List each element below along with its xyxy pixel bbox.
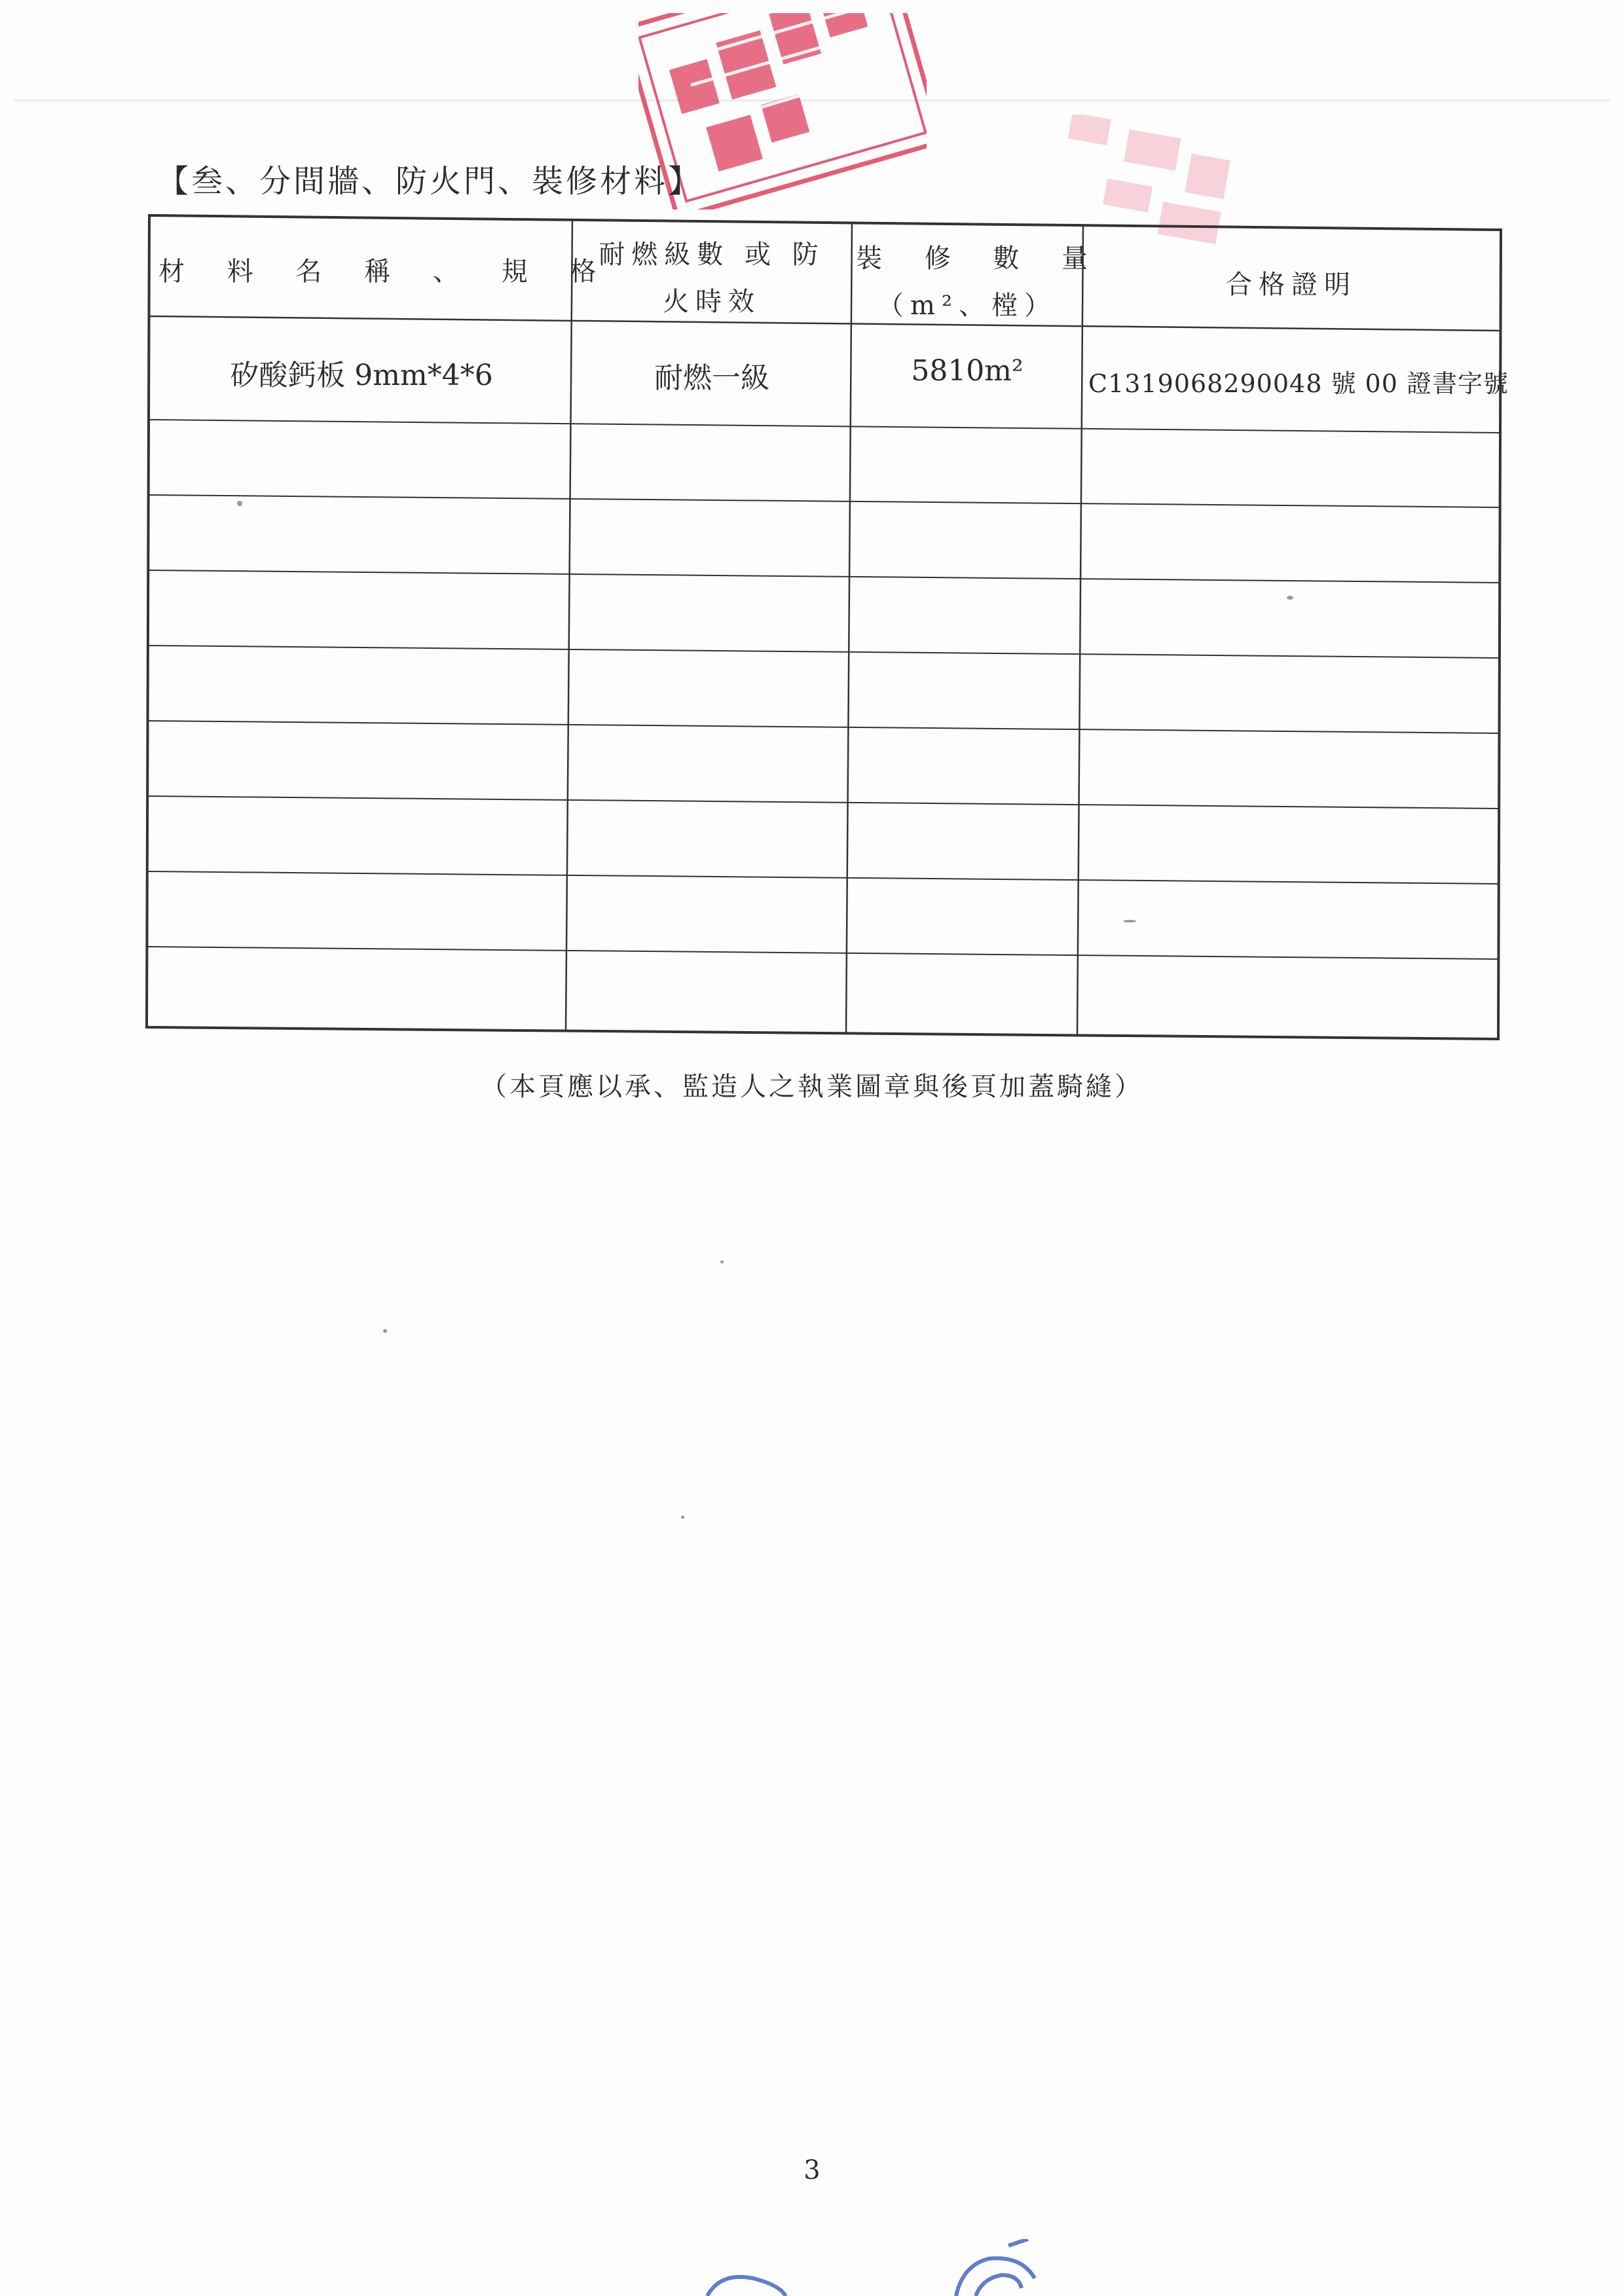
scan-speck [720, 1260, 724, 1264]
scan-speck [1287, 596, 1293, 600]
header-certificate: 合格證明 [1226, 270, 1357, 300]
materials-table [145, 213, 1509, 1040]
row-1-certificate: C1319068290048 號 00 證書字號 [1088, 369, 1509, 398]
scan-speck [383, 1329, 387, 1333]
row-1-quantity: 5810m² [911, 354, 1024, 388]
header-material: 材 料 名 稱 、 規 格 [158, 257, 614, 287]
scan-speck [1123, 920, 1136, 922]
header-fire-rating-line2: 火時效 [663, 287, 761, 317]
page-number: 3 [803, 2155, 821, 2185]
section-title: 【叁、分間牆、防火門、裝修材料】 [157, 163, 703, 200]
header-fire-rating-line1: 耐燃級數 或 防 [599, 240, 825, 270]
scan-speck [237, 501, 242, 506]
header-quantity-line2: （m²、樘） [877, 291, 1057, 321]
table-grid [145, 213, 1509, 1040]
header-quantity-line1: 裝 修 數 量 [856, 244, 1105, 274]
footnote: （本頁應以承、監造人之執業圖章與後頁加蓋騎縫） [481, 1072, 1143, 1102]
row-1-fire-rating: 耐燃一級 [654, 361, 769, 395]
scan-speck [681, 1516, 684, 1519]
row-1-material: 矽酸鈣板 9mm*4*6 [230, 359, 493, 392]
blue-seal-fragment-icon [681, 2239, 1048, 2296]
